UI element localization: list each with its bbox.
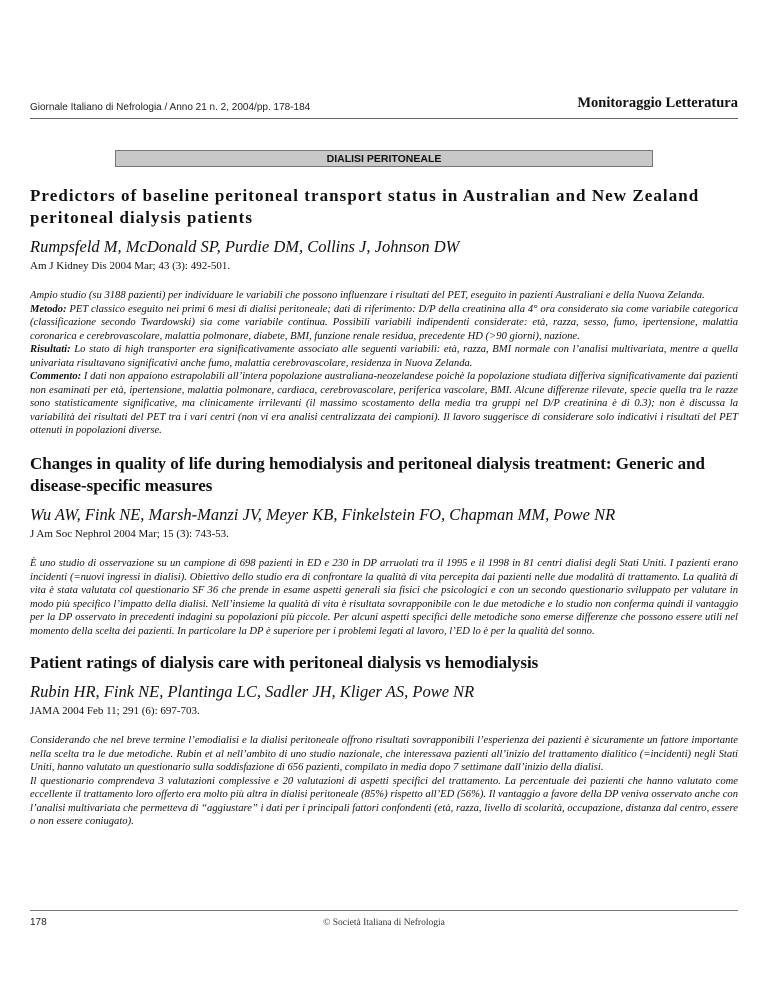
article-citation: J Am Soc Nephrol 2004 Mar; 15 (3): 743-53. [30, 528, 229, 540]
abstract-intro: Ampio studio (su 3188 pazienti) per individuare le variabili che possono influenzare i risultati del PET, eseguito in pazienti Australiani e della Nuova Zelanda. [30, 290, 705, 301]
article-abstract [30, 734, 738, 829]
article-authors: Rumpsfeld M, McDonald SP, Purdie DM, Collins J, Johnson DW [30, 237, 460, 256]
metodo-text: PET classico eseguito nei primi 6 mesi di dialisi peritoneale; dati di riferimento: D/P della creatinina alla 4° ora considerato sia come variabile categorica (classificazione secondo Twardowski) sia come variabile continua. Possibili variabili indipendenti considerate: età, razza, sesso, fumo, ipertensione, malattia coronarica e cerebrovascolare, malattia polmonare, diabete, BMI, funzione renale residua, precedente HD (>90 giorni), nazione. [30, 303, 738, 342]
commento-text: I dati non appaiono estrapolabili all’intera popolazione australiana-neozelandese poichè la popolazione studiata differiva significativamente dai pazienti non esaminati per età, ipertensione, malattia polmonare, cardiaca, cerebrovascolare, periferica vascolare, BMI. Alcune differenze rilevate, specie quella tra le razze sono statisticamente significative, ma clinicamente irrilevanti (il massimo scostamento della media tra gruppi nel D/P creatinina è di 0.3); non è discussa la variabilità dei risultati del PET tra i vari centri (non vi era analisi centralizzata dei campioni). Il lavoro suggerisce di considerare solo indicativi i risultati del PET ottenuti in popolazioni diverse. [30, 371, 738, 436]
article-authors: Wu AW, Fink NE, Marsh-Manzi JV, Meyer KB, Finkelstein FO, Chapman MM, Powe NR [30, 505, 616, 524]
article-citation: Am J Kidney Dis 2004 Mar; 43 (3): 492-501. [30, 260, 231, 272]
abstract-body: È uno studio di osservazione su un campione di 698 pazienti in ED e 230 in DP arruolati tra il 1995 e il 1998 in 81 centri dialisi degli Stati Uniti. I pazienti erano incidenti (=nuovi ingressi in dialisi). Obiettivo dello studio era di confrontare la qualità di vita percepita dai pazienti nelle due modalità di trattamento. La qualità di vita è stata valutata col questionario SF 36 che prende in esame aspetti generali sia fisici che psicologici e con un secondo questionario sviluppato per valutare in modo più specifico l’impatto della dialisi. Nell’insieme la qualità di vita è risultata sovrapponibile con le due metodiche e lo studio non conferma quindi il vantaggio per la DP osservato in precedenti indagini su popolazioni più piccole. Per alcuni aspetti specifici delle metodiche sono emerse differenze che possono essere utili nel momento della scelta dei pazienti. In particolare la DP è superiore per i problemi legati al lavoro, l’ED lo è per la qualità del sonno. [30, 558, 738, 637]
article-3 [30, 652, 738, 829]
article-citation: JAMA 2004 Feb 11; 291 (6): 697-703. [30, 705, 200, 717]
commento-label: Commento: [30, 371, 82, 382]
article-title: Predictors of baseline peritoneal transport status in Australian and New Zealand peritoneal dialysis patients [30, 186, 700, 227]
risultati-label: Risultati: [30, 344, 71, 355]
article-abstract [30, 289, 738, 438]
article-1 [30, 185, 738, 438]
article-title: Changes in quality of life during hemodialysis and peritoneal dialysis treatment: Generic and disease-specific measures [30, 454, 706, 495]
section-bar: DIALISI PERITONEALE [115, 150, 653, 167]
abstract-commento [30, 370, 738, 438]
article-2 [30, 453, 738, 638]
header-divider [30, 118, 738, 119]
metodo-label: Metodo: [30, 303, 67, 315]
abstract-metodo [30, 303, 738, 344]
copyright-notice: © Società Italiana di Nefrologia [323, 918, 445, 928]
article-abstract [30, 557, 738, 638]
article-title: Patient ratings of dialysis care with peritoneal dialysis vs hemodialysis [30, 653, 539, 672]
abstract-body-2: Il questionario comprendeva 3 valutazioni complessive e 20 valutazioni di aspetti specifici del trattamento. La percentuale dei pazienti che hanno valutato come eccellente il trattamento loro offerto era molto più altra in dialisi peritoneale (85%) rispetto all’ED (56%). Il vantaggio a favore della DP veniva osservato anche con l’analisi multivariata che permetteva di “aggiustare” i dati per i principali fattori confondenti (età, razza, livello di scolarità, occupazione, distanza dal centro, essere o non essere coniugato). [30, 775, 738, 827]
page-number: 178 [30, 917, 47, 928]
risultati-text: Lo stato di high transporter era significativamente associato alle seguenti variabili: età, razza, BMI normale con l’analisi multivariata, mentre a quella univariata risultavano significativi anche fumo, malattia cerebrovascolare, residenza in Nuova Zelanda. [30, 344, 738, 369]
abstract-body-1: Considerando che nel breve termine l’emodialisi e la dialisi peritoneale offrono risultati sovrapponibili l’esperienza dei pazienti è sicuramente un fattore importante nella scelta tra le due metodiche. Rubin et al nell’ambito di uno studio nazionale, che interessava pazienti all’inizio del trattamento dialitico (=incidenti) negli Stati Uniti, hanno valutato un questionario sulla soddisfazione di 656 pazienti, compilato in media dopo 7 settimane dall’inizio della dialisi. [30, 735, 738, 773]
section-heading: Monitoraggio Letteratura [577, 95, 738, 111]
footer-divider [30, 910, 738, 911]
journal-reference: Giornale Italiano di Nefrologia / Anno 21 n. 2, 2004/pp. 178-184 [30, 102, 311, 113]
article-authors: Rubin HR, Fink NE, Plantinga LC, Sadler JH, Kliger AS, Powe NR [30, 682, 475, 701]
abstract-risultati [30, 343, 738, 370]
